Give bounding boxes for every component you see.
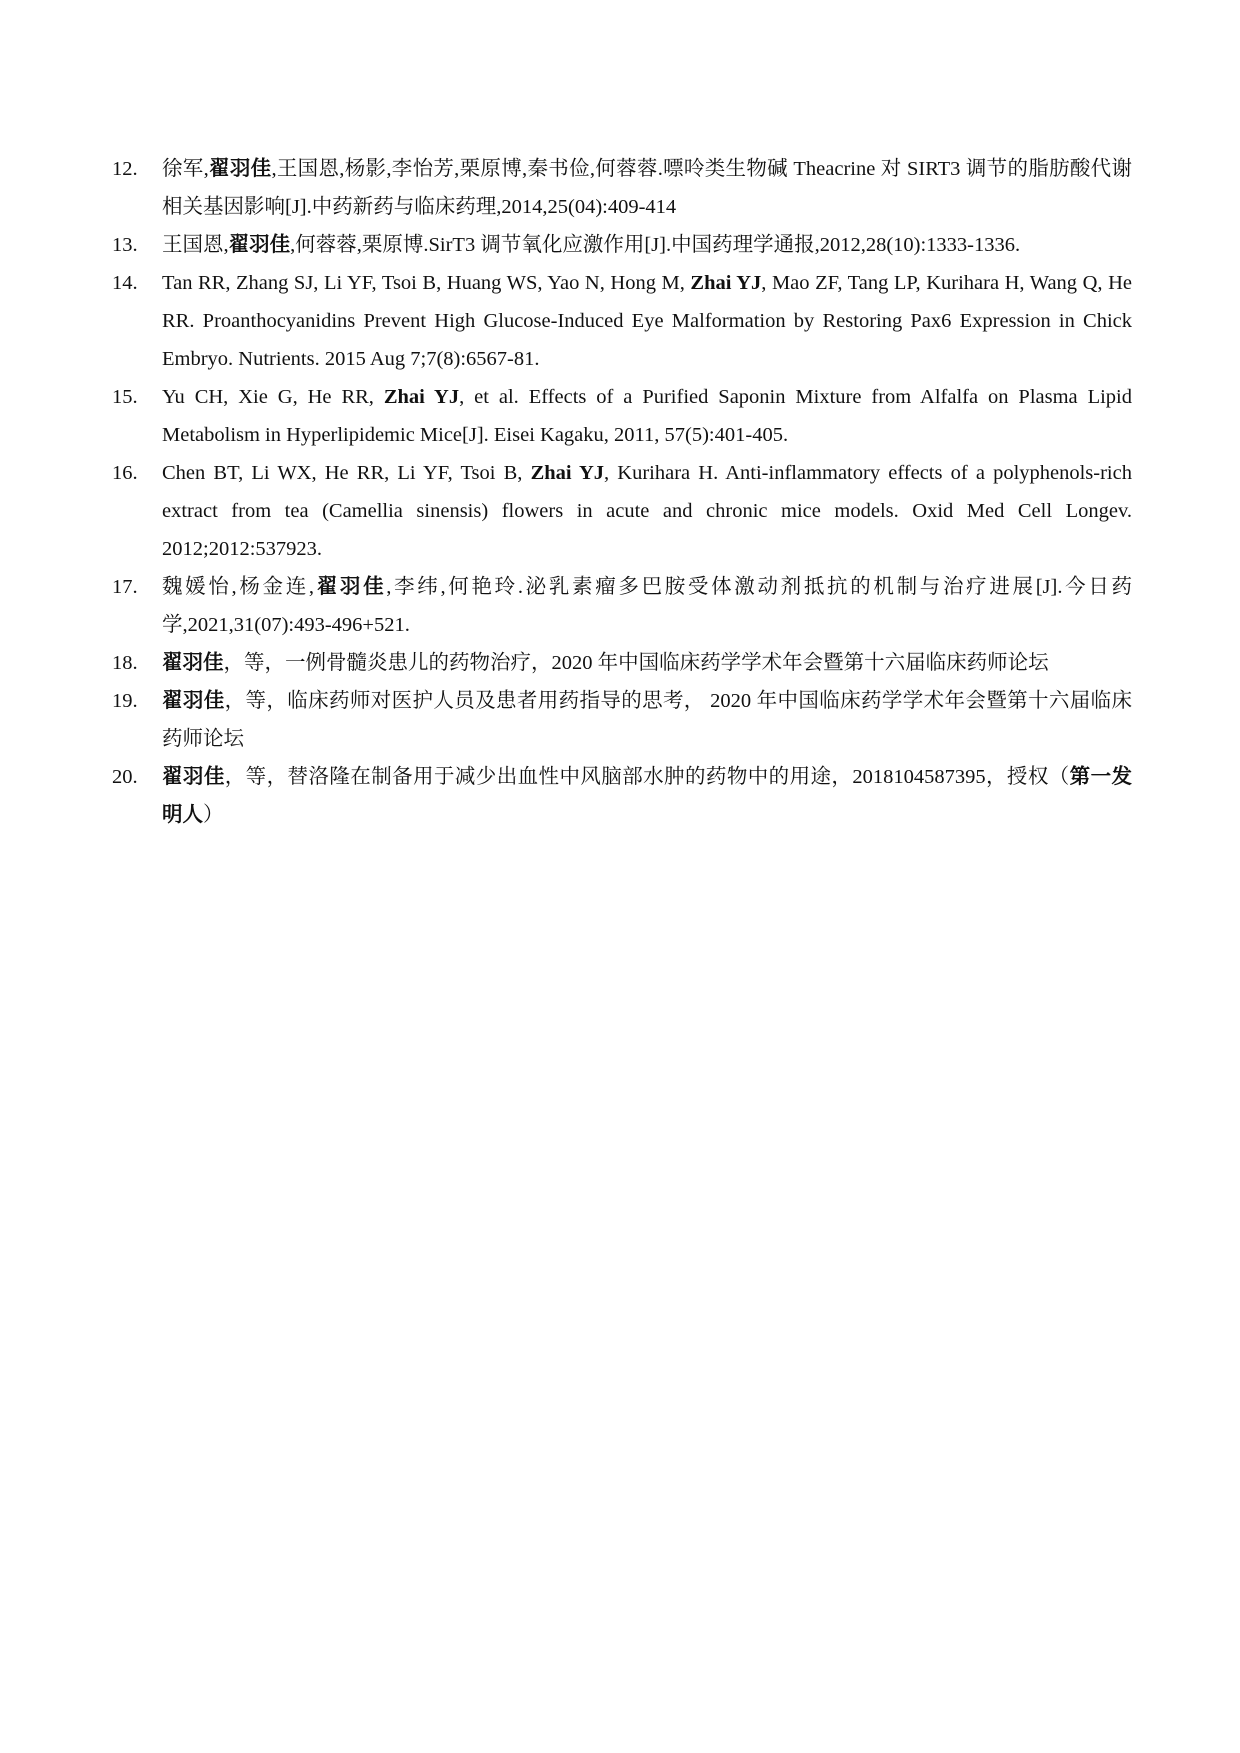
highlighted-author-name: Zhai YJ (530, 462, 605, 484)
reference-number: 14. (112, 272, 138, 294)
reference-text-segment: , Kurihara H. Anti-inflammatory effects of a polyphenols-rich extract from tea (Camellia sinensis) flowers in acute and chronic mice models. Oxid Med Cell Longev. 2012;2012:537923. (162, 462, 1132, 560)
reference-number: 20. (112, 766, 138, 788)
reference-item (112, 454, 1132, 568)
reference-text-segment: 徐军, (162, 158, 209, 180)
reference-text-segment: Yu CH, Xie G, He RR, (162, 386, 384, 408)
reference-text (162, 158, 1132, 218)
highlighted-author-name: 翟羽佳 (228, 234, 291, 256)
reference-text (162, 766, 1132, 826)
highlighted-author-name: 翟羽佳 (162, 766, 225, 788)
reference-text (162, 234, 1020, 256)
reference-item (112, 150, 1132, 226)
reference-text (162, 690, 1132, 750)
reference-text (162, 652, 1049, 674)
highlighted-author-name: 翟羽佳 (208, 158, 272, 180)
reference-item (112, 682, 1132, 758)
reference-text-segment: ,王国恩,杨影,李怡芳,栗原博,秦书俭,何蓉蓉.嘌呤类生物碱 Theacrine 对 SIRT3 调节的脂肪酸代谢相关基因影响[J].中药新药与临床药理,2014,25(04):409-414 (162, 158, 1132, 218)
reference-text-segment: Tan RR, Zhang SJ, Li YF, Tsoi B, Huang WS, Yao N, Hong M, (162, 272, 691, 294)
reference-number: 18. (112, 652, 138, 674)
reference-number: 16. (112, 462, 138, 484)
reference-item (112, 644, 1132, 682)
reference-text-segment: ，等，一例骨髓炎患儿的药物治疗，2020 年中国临床药学学术年会暨第十六届临床药师论坛 (223, 652, 1049, 674)
highlighted-author-name: 翟羽佳 (314, 576, 387, 598)
reference-text-segment: , et al. Effects of a Purified Saponin Mixture from Alfalfa on Plasma Lipid Metabolism in Hyperlipidemic Mice[J]. Eisei Kagaku, 2011, 57(5):401-405. (162, 386, 1132, 446)
reference-text-segment: ,李纬,何艳玲.泌乳素瘤多巴胺受体激动剂抵抗的机制与治疗进展[J].今日药学,2021,31(07):493-496+521. (162, 576, 1133, 636)
reference-number: 12. (112, 158, 138, 180)
reference-text-segment: 魏媛怡,杨金连, (162, 576, 315, 598)
reference-number: 15. (112, 386, 138, 408)
reference-text-segment: , Mao ZF, Tang LP, Kurihara H, Wang Q, He RR. Proanthocyanidins Prevent High Glucose-Induced Eye Malformation by Restoring Pax6 Expression in Chick Embryo. Nutrients. 2015 Aug 7;7(8):6567-81. (162, 272, 1132, 370)
highlighted-author-name: 翟羽佳 (162, 690, 225, 712)
highlighted-author-name: Zhai YJ (383, 386, 460, 408)
reference-number: 19. (112, 690, 138, 712)
reference-text-segment: ，等，替洛隆在制备用于减少出血性中风脑部水肿的药物中的用途，2018104587395，授权（ (224, 766, 1070, 788)
reference-number: 17. (112, 576, 138, 598)
reference-text-segment: 王国恩, (162, 234, 229, 256)
reference-text-segment: ） (203, 804, 224, 826)
reference-text-segment: Chen BT, Li WX, He RR, Li YF, Tsoi B, (162, 462, 531, 484)
highlighted-author-name: 翟羽佳 (162, 652, 224, 674)
reference-text (162, 386, 1132, 446)
highlighted-author-name: Zhai YJ (690, 272, 762, 294)
reference-item (112, 758, 1132, 834)
reference-item (112, 226, 1132, 264)
reference-text-segment: ,何蓉蓉,栗原博.SirT3 调节氧化应激作用[J].中国药理学通报,2012,28(10):1333-1336. (290, 234, 1021, 256)
reference-text (162, 462, 1132, 560)
reference-list (112, 150, 1132, 834)
reference-item (112, 378, 1132, 454)
reference-text (162, 272, 1132, 370)
reference-number: 13. (112, 234, 138, 256)
highlighted-author-name: 第一发明人 (162, 766, 1133, 826)
reference-text-segment: ，等，临床药师对医护人员及患者用药指导的思考， 2020 年中国临床药学学术年会暨第十六届临床药师论坛 (162, 690, 1133, 750)
reference-item (112, 264, 1132, 378)
reference-item (112, 568, 1132, 644)
reference-text (162, 576, 1132, 636)
